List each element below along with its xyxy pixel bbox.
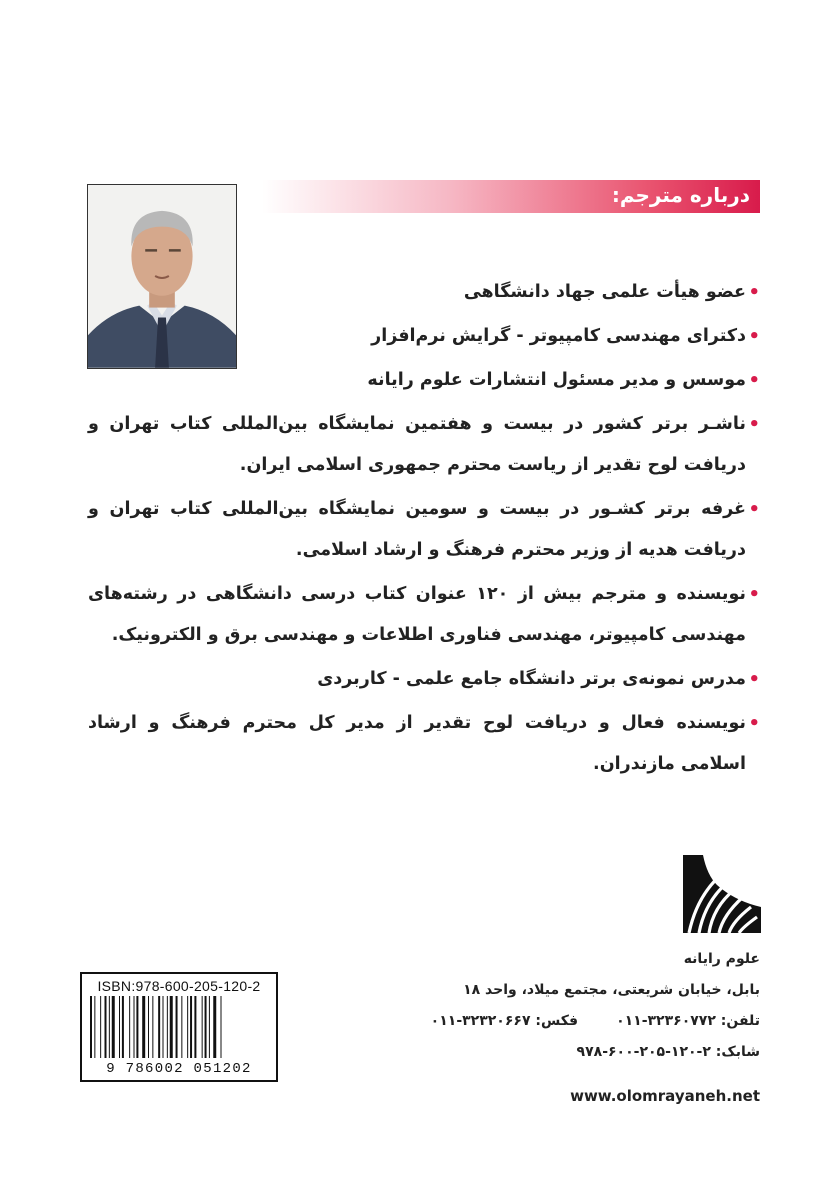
bio-item: • دکترای مهندسی کامپیوتر - گرایش نرم‌افزار [88, 316, 760, 357]
shabak: شابک: ۲-۱۲۰-۲۰۵-۶۰۰-۹۷۸ [576, 1044, 760, 1060]
bio-item: • غرفه برتر کشـور در بیست و سومین نمایشگاه بین‌المللی کتاب تهران و دریافت هدیه از وزیر محترم فرهنگ و ارشاد اسلامی. [88, 489, 760, 571]
bio-list [88, 272, 760, 788]
section-title: درباره مترجم: [611, 183, 750, 207]
phone-fax-line [320, 1006, 760, 1037]
bio-item: • نویسنده فعال و دریافت لوح تقدیر از مدیر کل محترم فرهنگ و ارشاد اسلامی مازندران. [88, 703, 760, 785]
publisher-name: علوم رایانه [683, 951, 760, 967]
section-title-bar [262, 180, 760, 213]
isbn-digits: 9 786002 051202 [106, 1061, 252, 1077]
publisher-logo-icon [683, 855, 761, 933]
bio-item: • عضو هیأت علمی جهاد دانشگاهی [88, 272, 760, 313]
bullet-icon: • [748, 326, 760, 347]
bio-item: • ناشـر برتر کشور در بیست و هفتمین نمایشگاه بین‌المللی کتاب تهران و دریافت لوح تقدیر از ریاست محترم جمهوری اسلامی ایران. [88, 404, 760, 486]
bullet-icon: • [748, 282, 760, 303]
bio-item: • مدرس نمونه‌ی برتر دانشگاه جامع علمی - کاربردی [88, 659, 760, 700]
fax: فکس: ۳۲۳۲۰۶۶۷-۰۱۱ [430, 1013, 579, 1029]
bullet-icon: • [748, 499, 760, 520]
bullet-icon: • [748, 584, 760, 605]
bullet-icon: • [748, 669, 760, 690]
bio-item: • موسس و مدیر مسئول انتشارات علوم رایانه [88, 360, 760, 401]
isbn-label: ISBN:978-600-205-120-2 [97, 978, 261, 994]
isbn-barcode [80, 972, 278, 1082]
barcode-bars [90, 996, 268, 1058]
website-link[interactable]: www.olomrayaneh.net [570, 1087, 760, 1105]
bullet-icon: • [748, 370, 760, 391]
publisher-address: بابل، خیابان شریعتی، مجتمع میلاد، واحد ۱۸ [463, 982, 760, 998]
bio-item: • نویسنده و مترجم بیش از ۱۲۰ عنوان کتاب درسی دانشگاهی در رشته‌های مهندسی کامپیوتر، مهندسی فناوری اطلاعات و مهندسی برق و الکترونیک. [88, 574, 760, 656]
publisher-contact [320, 944, 760, 1068]
phone: تلفن: ۳۲۳۶۰۷۷۲-۰۱۱ [616, 1013, 760, 1029]
bullet-icon: • [748, 414, 760, 435]
bullet-icon: • [748, 713, 760, 734]
